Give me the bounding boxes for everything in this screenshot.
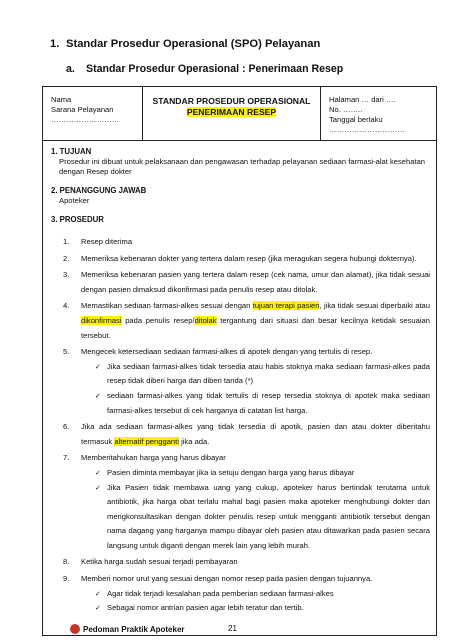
header-right-cell: Halaman … dari …. No. …….. Tanggal berlaku ………………………… (329, 95, 405, 134)
checkmark-icon: ✓ (95, 604, 101, 613)
list-item: 1. Resep diterima (63, 237, 133, 246)
header-title-line2: PENERIMAAN RESEP (186, 107, 277, 117)
spo-table (42, 86, 437, 636)
checkmark-icon: ✓ (95, 589, 101, 598)
section-prosedur-title: 3. PROSEDUR (51, 215, 104, 224)
list-item: 9. Memberi nomor urut yang sesuai dengan nomor resep pada pasien dengan tujuannya. (63, 574, 373, 584)
footer-label: Pedoman Praktik Apoteker (83, 625, 185, 634)
list-item: 3. Memeriksa kebenaran pasien yang tertera dalam resep (cek nama, umur dan alamat), jika tidak sesuai dengan pasien dimaksud dikonfirmasi pada penulis resep atau ditolak. (63, 270, 430, 294)
page-footer (70, 624, 237, 634)
list-subitem: ✓ Sebagai nomor antrian pasien agar lebih teratur dan tertib. (43, 601, 438, 616)
section-tujuan-text: Prosedur ini dibuat untuk pelaksanaan dan pengawasan terhadap pelayanan sediaan farmasi-alat kesehatan dengan Resep dokter (59, 157, 426, 176)
list-item: 6. Jika ada sediaan farmasi-alkes yang tidak tersedia di apotik, pasien dan atau dokter diberitahu termasuk alternatif pengganti jika ada. (63, 422, 430, 446)
heading-2: a. Standar Prosedur Operasional : Penerimaan Resep (66, 63, 344, 75)
section-tujuan-title: 1. TUJUAN (51, 147, 92, 156)
page-number: 21 (228, 624, 237, 633)
list-subitem: ✓ Jika sediaan farmasi-alkes tidak tersedia atau habis stoknya maka sediaan farmasi-alkes pada resep tidak diberi harga dan diberi tanda (*) (95, 361, 430, 386)
list-item: 4. Memastikan sediaan farmasi-alkes sesuai dengan tujuan terapi pasien, jika tidak sesuai diperbaiki atau dikonfirmasi pada penulis resep/ditolak tergantung dari situasi dan besar kecilnya ketidak sesuaian tersebut. (63, 301, 430, 340)
section-pj-text: Apoteker (59, 196, 90, 205)
list-item: 7. Memberitahukan harga yang harus dibayar (63, 453, 226, 463)
section-pj-title: 2. PENANGGUNG JAWAB (51, 186, 147, 195)
header-center-cell (143, 87, 321, 140)
checkmark-icon: ✓ (95, 483, 101, 492)
logo-icon (70, 624, 80, 634)
heading-1: 1. Standar Prosedur Operasional (SPO) Pelayanan (50, 38, 321, 50)
list-subitem: ✓ Pasien diminta membayar jika ia setuju dengan harga yang harus dibayar (43, 466, 438, 481)
checkmark-icon: ✓ (95, 391, 101, 400)
list-item: 2. Memeriksa kebenaran dokter yang tertera dalam resep (jika meragukan segera hubungi dokternya). (63, 253, 417, 263)
list-subitem: ✓ Jika Pasien tidak membawa uang yang cukup, apoteker harus bertindak terutama untuk antibiotik, jika harga obat terlalu mahal bagi pasien maka apoteker menghubungi dokter dan mengkonsultasikan dengan dokter penulis resep untuk mengganti antibiotik tersebut dengan nama dagang yang harganya mampu dibayar oleh pasien atau ditawarkan pada pasien secara langsung untuk diganti dengan merek lain yang lebih murah. (95, 482, 430, 550)
list-subitem: ✓ sediaan farmasi-alkes yang tidak tertulis di resep tersedia stoknya di apotek maka sediaan farmasi-alkes tersebut di cek harganya di catatan list harga. (95, 390, 430, 415)
list-subitem: ✓ Agar tidak terjadi kesalahan pada pemberian sediaan farmasi-alkes (43, 587, 438, 602)
table-header (43, 87, 436, 141)
list-item: 8. Ketika harga sudah sesuai terjadi pembayaran (63, 557, 238, 567)
checkmark-icon: ✓ (95, 362, 101, 371)
procedure-list (43, 235, 438, 616)
header-left-cell: Nama Sarana Pelayanan ……………………… (43, 87, 143, 140)
header-title-line1: STANDAR PROSEDUR OPERASIONAL (152, 96, 311, 106)
list-item: 5. Mengecek ketersediaan sediaan farmasi-alkes di apotek dengan yang tertulis di resep. (63, 347, 373, 357)
checkmark-icon: ✓ (95, 468, 101, 477)
